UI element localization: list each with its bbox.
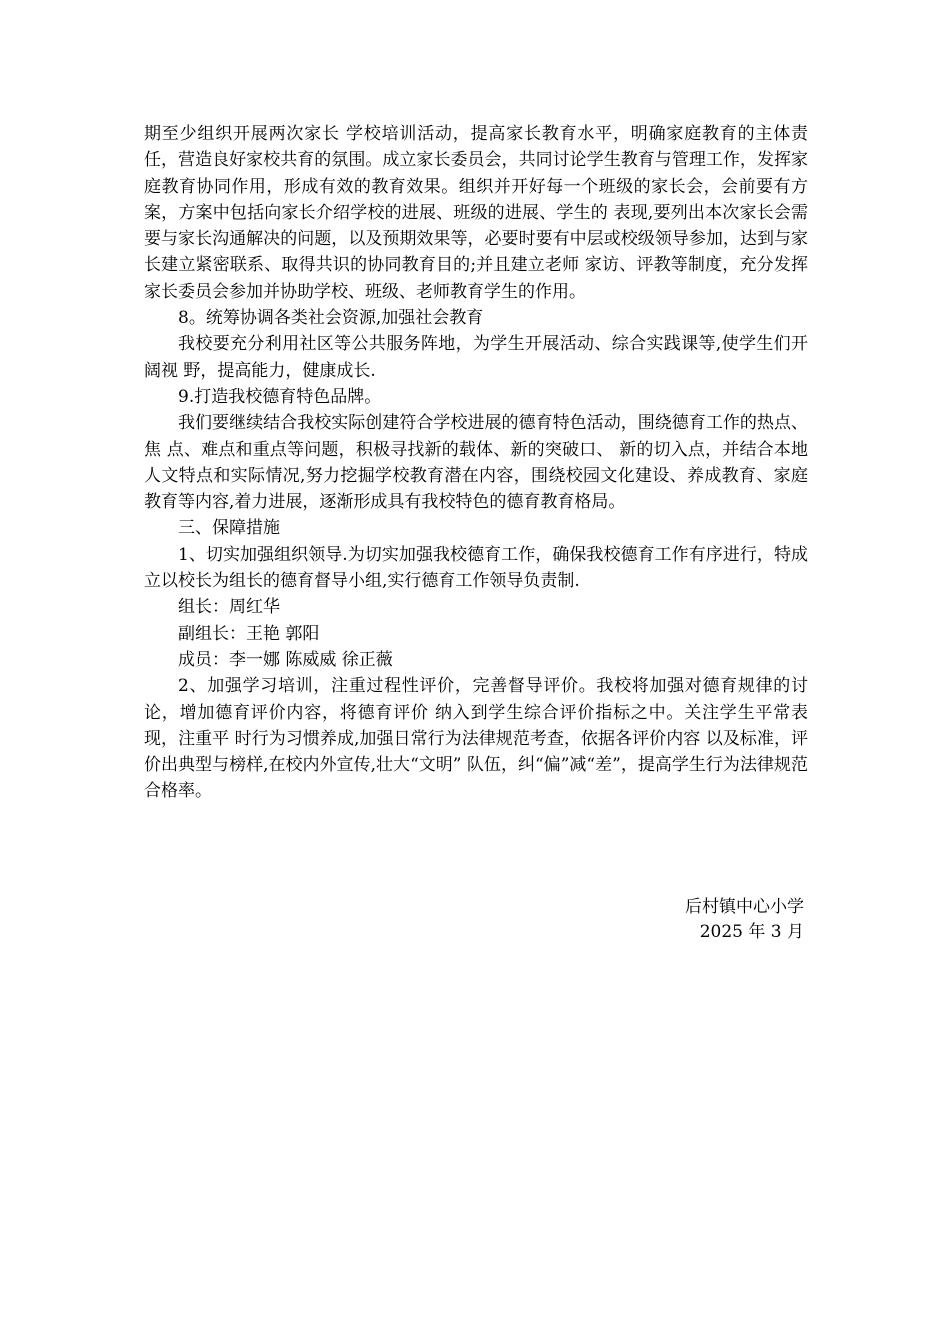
paragraph-brand: 我们要继续结合我校实际创建符合学校进展的德育特色活动，围绕德育工作的热点、焦 点、难点和重点等问题，积极寻找新的载体、新的突破口、 新的切入点，并结合本地人文特点和实际情况,努力挖掘学校教育潜在内容，围绕校园文化建设、养成教育、家庭教育等内容,着力进展，逐渐形成具有我校特色的德育教育格局。 (144, 413, 808, 513)
paragraph-home-school: 期至少组织开展两次家长 学校培训活动，提高家长教育水平，明确家庭教育的主体责任，营造良好家校共育的氛围。成立家长委员会，共同讨论学生教育与管理工作，发挥家庭教育协同作用，形成有效的教育效果。组织并开好每一个班级的家长会，会前要有方案，方案中包括向家长介绍学校的进展、班级的进展、学生的 表现,要列出本次家长会需要与家长沟通解决的问题，以及预期效果等，必要时要有中层或校级领导参加，达到与家 长建立紧密联系、取得共识的协同教育目的;并且建立老师 家访、评教等制度，充分发挥家长委员会参加并协助学校、班级、老师教育学生的作用。 (144, 124, 808, 302)
paragraph-social-education: 我校要充分利用社区等公共服务阵地，为学生开展活动、综合实践课等,使学生们开阔视 野，提高能力，健康成长. (144, 334, 808, 381)
signature-organization: 后村镇中心小学 (685, 897, 804, 917)
team-deputy-leader: 副组长：王艳 郭阳 (178, 623, 320, 644)
heading-measures: 三、保障措施 (178, 518, 280, 539)
team-leader: 组长：周红华 (178, 597, 280, 618)
heading-social-education: 8。统筹协调各类社会资源,加强社会教育 (178, 308, 484, 329)
paragraph-evaluation: 2、加强学习培训，注重过程性评价，完善督导评价。我校将加强对德育规律的讨论，增加德育评价内容，将德育评价 纳入到学生综合评价指标之中。关注学生平常表现，注重平 时行为习惯养成,加强日常行为法律规范考查，依据各评价内容 以及标准，评价出典型与榜样,在校内外宣传,壮大“文明” 队伍，纠“偏”减“差”，提高学生行为法律规范合格率。 (144, 676, 808, 802)
signature-block (685, 895, 804, 945)
document-body (144, 121, 808, 805)
team-members: 成员：李一娜 陈威威 徐正薇 (178, 649, 393, 670)
heading-brand: 9.打造我校德育特色品牌。 (178, 386, 382, 407)
paragraph-leadership: 1、切实加强组织领导.为切实加强我校德育工作，确保我校德育工作有序进行，特成立以校长为组长的德育督导小组,实行德育工作领导负责制. (144, 544, 808, 592)
signature-date: 2025 年 3 月 (699, 922, 804, 942)
